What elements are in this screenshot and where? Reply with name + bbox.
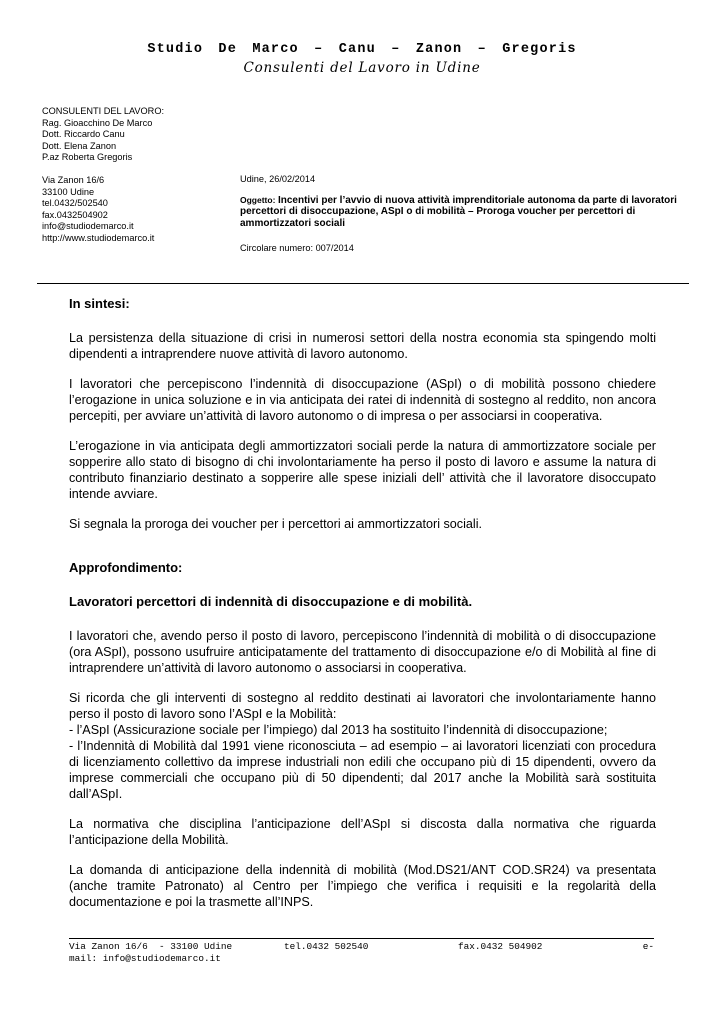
subject-label: Oggetto: <box>240 194 276 205</box>
footer-email-prefix: e- <box>642 941 654 952</box>
subsection-heading: Lavoratori percettori di indennità di disoccupazione e di mobilità. <box>69 594 473 609</box>
sender-website-link[interactable]: http://www.studiodemarco.it <box>42 232 155 243</box>
sender-line: Rag. Gioacchino De Marco <box>42 117 153 128</box>
sender-block <box>42 106 232 244</box>
sender-phone: tel.0432/502540 <box>42 198 108 208</box>
letter-meta <box>240 174 680 255</box>
sender-line: Dott. Elena Zanon <box>42 140 117 151</box>
footer-email[interactable]: mail: info@studiodemarco.it <box>69 953 221 964</box>
footer-fax: fax.0432 504902 <box>458 941 543 952</box>
subject-text: Incentivi per l’avvio di nuova attività imprenditoriale autonoma da parte di lavoratori percettori di disoccupazione, ASpI o di mobilità – Proroga voucher per percettori di ammortizzatori sociali <box>240 194 677 229</box>
sender-line: CONSULENTI DEL LAVORO: <box>42 106 165 116</box>
letterhead-subtitle: Consulenti del Lavoro in Udine <box>243 60 481 76</box>
letterhead-studio-name: Studio De Marco – Canu – Zanon – Gregoris <box>147 42 577 57</box>
header-divider <box>37 283 689 284</box>
sender-address: Via Zanon 16/6 <box>42 175 105 185</box>
letter-body <box>69 296 656 910</box>
footer-divider <box>69 938 654 939</box>
list-item: - l’ASpI (Assicurazione sociale per l’impiego) dal 2013 ha sostituito l’indennità di disoccupazione; <box>69 723 608 737</box>
paragraph: La persistenza della situazione di crisi in numerosi settori della nostra economia sta spingendo molti dipendenti a intraprendere nuove attività di lavoro autonomo. <box>69 331 656 361</box>
section-heading-sintesi: In sintesi: <box>69 296 130 311</box>
paragraph: Si segnala la proroga dei voucher per i percettori ai ammortizzatori sociali. <box>69 517 482 531</box>
section-heading-approfondimento: Approfondimento: <box>69 560 183 575</box>
footer-phone: tel.0432 502540 <box>284 941 369 952</box>
circular-number: Circolare numero: 007/2014 <box>240 243 354 253</box>
footer-address: Via Zanon 16/6 - 33100 Udine <box>69 941 233 952</box>
paragraph: I lavoratori che, avendo perso il posto di lavoro, percepiscono l’indennità di mobilità o di disoccupazione (ora ASpI), possono usufruire anticipatamente del trattamento di disoccupazione e/o di Mobilità al fine di intraprendere un’attività di lavoro autonomo o associarsi in cooperativa. <box>69 629 656 675</box>
paragraph: I lavoratori che percepiscono l’indennità di disoccupazione (ASpI) o di mobilità possono chiedere l’erogazione in unica soluzione e in via anticipata dei ratei di indennità di sostegno al reddito, non ancora percepiti, per avviare un’attività di lavoro autonomo o di impresa o per associarsi in cooperativa. <box>69 377 656 423</box>
sender-email-link[interactable]: info@studiodemarco.it <box>42 221 134 231</box>
sender-city: 33100 Udine <box>42 186 95 197</box>
letter-date: Udine, 26/02/2014 <box>240 174 316 184</box>
paragraph: La normativa che disciplina l’anticipazione dell’ASpI si discosta dalla normativa che riguarda l’anticipazione della Mobilità. <box>69 817 656 847</box>
paragraph: Si ricorda che gli interventi di sostegno al reddito destinati ai lavoratori che involontariamente hanno perso il posto di lavoro sono l’ASpI e la Mobilità: <box>69 691 656 721</box>
letter-subject <box>240 195 680 230</box>
list-item: - l’Indennità di Mobilità dal 1991 viene riconosciuta – ad esempio – ai lavoratori licenziati con procedura di licenziamento collettivo da imprese industriali non edili che occupano più di 15 dipendenti, ovvero da imprese commerciali che occupano più di 50 dipendenti; dal 2017 anche la Mobilità sarà sostituita dall’ASpI. <box>69 739 656 801</box>
footer <box>69 941 654 965</box>
sender-line: P.az Roberta Gregoris <box>42 152 133 162</box>
paragraph: L’erogazione in via anticipata degli ammortizzatori sociali perde la natura di ammortizzatore sociale per sopperire allo stato di bisogno di chi involontariamente ha perso il posto di lavoro e assume la natura di contributo finanziario destinato a sopperire alle spese iniziali dell’ attività che il lavoratore disoccupato intende avviare. <box>69 439 656 501</box>
sender-line: Dott. Riccardo Canu <box>42 129 125 139</box>
sender-fax: fax.0432504902 <box>42 209 108 220</box>
paragraph: La domanda di anticipazione della indennità di mobilità (Mod.DS21/ANT COD.SR24) va presentata (anche tramite Patronato) al Centro per l’impiego che verifica i requisiti e la regolarità della documentazione e poi la trasmette all’INPS. <box>69 863 656 909</box>
